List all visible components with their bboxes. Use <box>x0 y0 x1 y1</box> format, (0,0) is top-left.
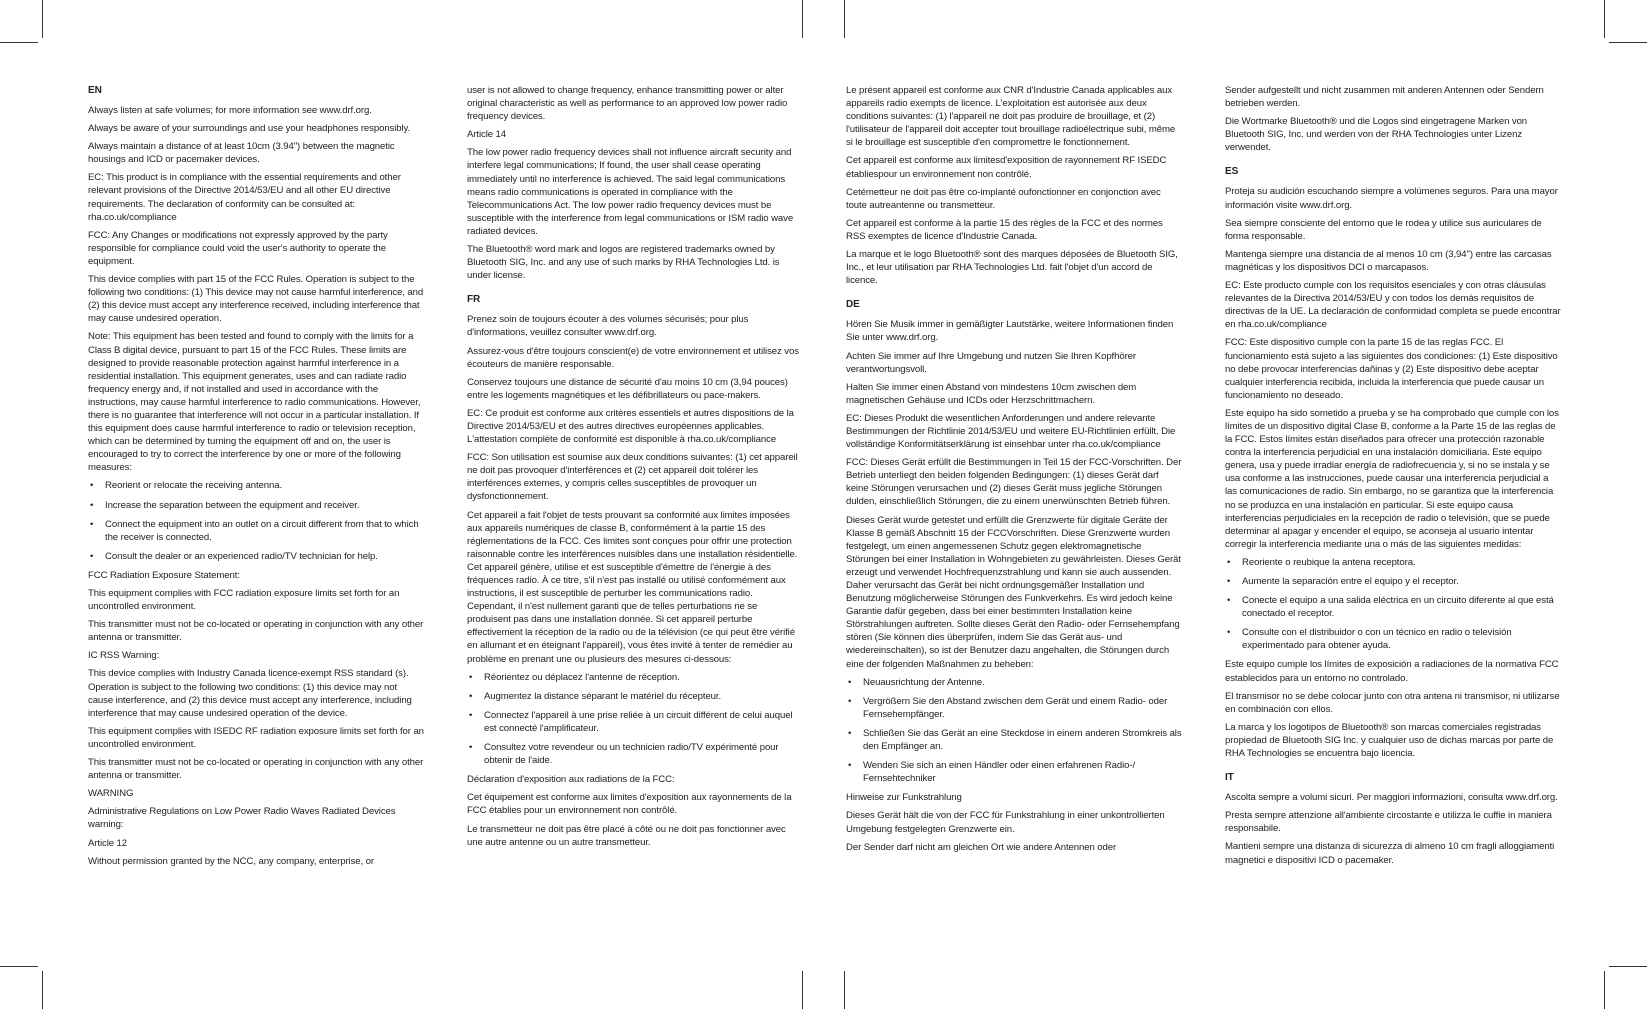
bullet-list <box>1225 556 1561 653</box>
paragraph: Always maintain a distance of at least 10cm (3.94") between the magnetic housings and ICD or pacemaker devices. <box>88 141 395 166</box>
bullet-list <box>846 676 1182 786</box>
paragraph: Prenez soin de toujours écouter à des volumes sécurisés; pour plus d'informations, veuillez consulter www.drf.org. <box>467 314 749 339</box>
paragraph: Note: This equipment has been tested and found to comply with the limits for a Class B digital device, pursuant to part 15 of the FCC Rules. These limits are designed to provide reasonable protection against harmful interference in a residential installation. This equipment generates, uses and can radiate radio frequency energy and, if not installed and used in accordance with the instructions, may cause harmful interference to radio communications. However, there is no guarantee that interference will not occur in a particular installation. If this equipment does cause harmful interference to radio or television reception, which can be determined by turning the equipment off and on, the user is encouraged to try to correct the interference by one or more of the following measures: <box>88 331 421 474</box>
section-heading: IT <box>1225 772 1234 784</box>
list-item: • Réorientez ou déplacez l'antenne de réception. <box>467 671 803 684</box>
section-heading: ES <box>1225 166 1239 178</box>
paragraph: Mantieni sempre una distanza di sicurezza di almeno 10 cm fragli alloggiamenti magnetici e dispositivi ICD o pacemaker. <box>1225 841 1555 866</box>
list-item: • Conecte el equipo a una salida eléctrica en un circuito diferente al que está conectado el receptor. <box>1225 594 1561 620</box>
paragraph: Sea siempre consciente del entorno que le rodea y utilice sus auriculares de forma responsable. <box>1225 217 1542 242</box>
list-item: • Neuausrichtung der Antenne. <box>846 676 1182 689</box>
paragraph: Cet appareil est conforme à la partie 15 des règles de la FCC et des normes RSS exemptes de licence d'Industrie Canada. <box>846 217 1163 242</box>
paragraph: The low power radio frequency devices shall not influence aircraft security and interfere legal communications; If found, the user shall cease operating immediately until no interference is achieved. The said legal communications means radio communications is operated in compliance with the Telecommunications Act. The low power radio frequency devices must be susceptible with the interference from legal communications or ISM radio wave radiated devices. <box>467 147 794 237</box>
list-item: • Connectez l'appareil à une prise reliée à un circuit différent de celui auquel est connecté l'amplificateur. <box>467 709 803 735</box>
paragraph: Le transmetteur ne doit pas être placé à côté ou ne doit pas fonctionner avec une autre antenne ou un autre transmetteur. <box>467 823 786 848</box>
list-item: • Consultez votre revendeur ou un technicien radio/TV expérimenté pour obtenir de l'aide. <box>467 741 803 767</box>
list-item: • Connect the equipment into an outlet on a circuit different from that to which the receiver is connected. <box>88 518 424 544</box>
list-item: • Schließen Sie das Gerät an eine Steckdose in einem anderen Stromkreis als den Empfänger an. <box>846 727 1182 753</box>
paragraph: Le présent appareil est conforme aux CNR d'Industrie Canada applicables aux appareils radio exempts de licence. L'exploitation est autorisée aux deux conditions suivantes: (1) l'appareil ne doit pas produire de brouillage, et (2) l'utilisateur de l'appareil doit accepter tout brouillage radioélectrique subi, même si le brouillage est susceptible d'en compromettre le fonctionnement. <box>846 85 1176 149</box>
paragraph: Without permission granted by the NCC, any company, enterprise, or <box>88 855 374 867</box>
paragraph: Dieses Gerät hält die von der FCC für Funkstrahlung in einer unkontrollierten Umgebung festgelegten Grenzwerte ein. <box>846 810 1165 835</box>
paragraph: Halten Sie immer einen Abstand von mindestens 10cm zwischen dem magnetischen Gehäuse und ICDs oder Herzschrittmachern. <box>846 381 1137 406</box>
paragraph: This device complies with part 15 of the FCC Rules. Operation is subject to the following two conditions: (1) This device may not cause harmful interference, and (2) this device must accept any interference received, including interference that may cause undesired operation. <box>88 274 424 325</box>
section-heading: EN <box>88 85 102 96</box>
paragraph: FCC: Dieses Gerät erfüllt die Bestimmungen in Teil 15 der FCC-Vorschriften. Der Betrieb unterliegt den beiden folgenden Bedingungen: (1) dieses Gerät darf keine Störungen verursachen und (2) dieses Gerät muss jegliche Störungen dulden, einschließlich Störungen, die zu einem unerwünschten Betrieb führen. <box>846 457 1182 508</box>
fold-mark <box>802 971 803 1009</box>
crop-mark <box>1609 42 1647 43</box>
list-item: • Reoriente o reubique la antena receptora. <box>1225 556 1561 569</box>
paragraph: Sender aufgestellt und nicht zusammen mit anderen Antennen oder Sendern betrieben werden. <box>1225 85 1544 110</box>
bullet-list <box>88 479 424 562</box>
crop-mark <box>42 0 43 38</box>
paragraph: IC RSS Warning: <box>88 650 160 662</box>
paragraph: Cet appareil a fait l'objet de tests prouvant sa conformité aux limites imposées aux appareils numériques de classe B, conformément à la partie 15 des réglementations de la FCC. Ces limites sont conçues pour offrir une protection raisonnable contre les interférences nuisibles dans une installation résidentielle. Cet appareil génère, utilise et est susceptible d'émettre de l'énergie à des fréquences radio. À ce titre, s'il n'est pas installé ou utilisé conformément aux instructions, il est susceptible de perturber les communications radio. Cependant, il n'est nullement garanti que de telles perturbations ne se produisent pas dans une installation donnée. Si cet appareil perturbe effectivement la réception de la radio ou de la télévision (ce qui peut être vérifié en allumant et en éteignant l'appareil), vous êtes invité à tenter de remédier au problème en prenant une ou plusieurs des mesures ci-dessous: <box>467 509 798 665</box>
paragraph: Always be aware of your surroundings and use your headphones responsibly. <box>88 123 411 135</box>
paragraph: Presta sempre attenzione all'ambiente circostante e utilizza le cuffie in maniera responsabile. <box>1225 810 1552 835</box>
paragraph: Cet équipement est conforme aux limites d'exposition aux rayonnements de la FCC établies pour un environnement non contrôlé. <box>467 792 792 817</box>
section-heading: DE <box>846 299 860 311</box>
crop-mark <box>1609 966 1647 967</box>
fold-mark <box>802 0 803 38</box>
paragraph: Cetémetteur ne doit pas être co-implanté oufonctionner en conjonction avec toute autreantenne ou transmetteur. <box>846 186 1161 211</box>
crop-mark <box>1604 971 1605 1009</box>
paragraph: EC: Dieses Produkt die wesentlichen Anforderungen und andere relevante Bestimmungen der Richtlinie 2014/53/EU und weitere EU-Richtlinien erfüllt. Die vollständige Konformitätserklärung ist einsehbar unter rha.co.uk/compliance <box>846 412 1176 451</box>
paragraph: FCC: Any Changes or modifications not expressly approved by the party responsible for compliance could void the user's authority to operate the equipment. <box>88 229 388 267</box>
paragraph: Administrative Regulations on Low Power Radio Waves Radiated Devices warning: <box>88 806 396 831</box>
paragraph: Dieses Gerät wurde getestet und erfüllt die Grenzwerte für digitale Geräte der Klasse B gemäß Abschnitt 15 der FCCVorschriften. Diese Grenzwerte wurden festgelegt, um einen angemessenen Schutz gegen elektromagnetische Störungen bei einer Installation in Wohngebieten zu gewährleisten. Dieses Gerät erzeugt und verwendet Hochfrequenzstrahlung und kann sie auch aussenden. Daher verursacht das Gerät bei nicht ordnungsgemäßer Installation und Benutzung möglicherweise Störungen des Funkverkehrs. Es wird jedoch keine Garantie dafür gegeben, dass bei einer bestimmten Installation keine Störstrahlungen auftreten. Sollte dieses Gerät den Radio- oder Fernsehempfang stören (Sie können dies überprüfen, indem Sie das Gerät aus- und wiedereinschalten), so ist der Benutzer dazu angehalten, die Störungen durch eine der folgenden Maßnahmen zu beheben: <box>846 514 1181 670</box>
list-item: • Consulte con el distribuidor o con un técnico en radio o televisión experimentado para obtener ayuda. <box>1225 626 1561 652</box>
section-heading: FR <box>467 294 481 306</box>
paragraph: This device complies with Industry Canada licence-exempt RSS standard (s). Operation is subject to the following two conditions: (1) this device may not cause interference, and (2) this device must accept any interference, including interference that may cause undesired operation of the device. <box>88 668 412 719</box>
list-item: • Wenden Sie sich an einen Händler oder einen erfahrenen Radio-/ Fernsehtechniker <box>846 759 1182 785</box>
paragraph: La marca y los logotipos de Bluetooth® son marcas comerciales registradas propiedad de Bluetooth SIG Inc. y cualquier uso de dichas marcas por parte de RHA Technologies se encuentra bajo licencia. <box>1225 721 1554 760</box>
paragraph: FCC: Este dispositivo cumple con la parte 15 de las reglas FCC. El funcionamiento está sujeto a las siguientes dos condiciones: (1) Este dispositivo no debe provocar interferencias dañinas y (2) Este dispositivo debe aceptar cualquier interferencia recibida, incluida la interferencia que puede causar un funcionamiento no deseado. <box>1225 337 1558 401</box>
paragraph: This transmitter must not be co-located or operating in conjunction with any other antenna or transmitter. <box>88 619 424 644</box>
paragraph: WARNING <box>88 788 134 800</box>
paragraph: Este equipo cumple los límites de exposición a radiaciones de la normativa FCC establecidos para un entorno no controlado. <box>1225 659 1559 684</box>
crop-mark <box>1604 0 1605 38</box>
paragraph: FCC: Son utilisation est soumise aux deux conditions suivantes: (1) cet appareil ne doit pas provoquer d'interférences et (2) cet appareil doit tolérer les interférences externes, y compris celles susceptibles de provoquer un dysfonctionnement. <box>467 452 798 503</box>
crop-mark <box>0 966 38 967</box>
paragraph: Cet appareil est conforme aux limitesd'exposition de rayonnement RF ISEDC établiespour un environnement non contrôlé. <box>846 155 1167 180</box>
fold-mark <box>844 0 845 38</box>
paragraph: Este equipo ha sido sometido a prueba y se ha comprobado que cumple con los límites de un dispositivo digital Clase B, conforme a la Parte 15 de las reglas de la FCC. Estos límites están diseñados para ofrecer una protección razonable contra la interferencia perjudicial en una instalación domiciliaria. Este equipo genera, usa y puede irradiar energía de radiofrecuencia y, si no se instala y se usa conforme a las instrucciones, puede causar una interferencia perjudicial a las comunicaciones de radio. Sin embargo, no se garantiza que la interferencia no se produzca en una instalación en particular. Si este equipo causa interferencias perjudiciales en la recepción de radio o televisión, que se puede determinar al apagar y encender el equipo, se aconseja al usuario intentar corregir la interferencia mediante una o más de las siguientes medidas: <box>1225 407 1559 550</box>
column-fr-de <box>846 84 1182 859</box>
paragraph: Article 12 <box>88 837 127 849</box>
paragraph: Assurez-vous d'être toujours conscient(e) de votre environnement et utilisez vos écouteurs de manière responsable. <box>467 345 799 370</box>
paragraph: FCC Radiation Exposure Statement: <box>88 569 240 581</box>
paragraph: EC: Ce produit est conforme aux critères essentiels et autres dispositions de la Directive 2014/53/EU et des autres directives européennes applicables. L'attestation complète de conformité est disponible à rha.co.uk/compliance <box>467 407 794 446</box>
crop-mark <box>0 42 38 43</box>
list-item: • Vergrößern Sie den Abstand zwischen dem Gerät und einem Radio- oder Fernsehempfänger. <box>846 695 1182 721</box>
crop-mark <box>42 971 43 1009</box>
paragraph: La marque et le logo Bluetooth® sont des marques déposées de Bluetooth SIG, Inc., et leur utilisation par RHA Technologies Ltd. fait l'objet d'un accord de licence. <box>846 249 1178 287</box>
paragraph: EC: This product is in compliance with the essential requirements and other relevant provisions of the Directive 2014/53/EU and all other EU directive requirements. The declaration of conformity can be consulted at: rha.co.uk/compliance <box>88 172 401 223</box>
list-item: • Consult the dealer or an experienced radio/TV technician for help. <box>88 550 424 563</box>
paragraph: This transmitter must not be co-located or operating in conjunction with any other antenna or transmitter. <box>88 757 424 782</box>
paragraph: The Bluetooth® word mark and logos are registered trademarks owned by Bluetooth SIG, Inc. and any use of such marks by RHA Technologies Ltd. is under license. <box>467 244 780 282</box>
column-en-fr <box>467 84 803 854</box>
paragraph: Hören Sie Musik immer in gemäßigter Lautstärke, weitere Informationen finden Sie unter www.drf.org. <box>846 319 1174 344</box>
paragraph: Mantenga siempre una distancia de al menos 10 cm (3,94") entre las carcasas magnéticas y los dispositivos DCI o marcapasos. <box>1225 248 1552 273</box>
column-en <box>88 84 424 873</box>
paragraph: This equipment complies with FCC radiation exposure limits set forth for an uncontrolled environment. <box>88 588 400 613</box>
column-de-es-it <box>1225 84 1561 872</box>
paragraph: Ascolta sempre a volumi sicuri. Per maggiori informazioni, consulta www.drf.org. <box>1225 792 1558 804</box>
paragraph: Hinweise zur Funkstrahlung <box>846 792 962 804</box>
paragraph: Proteja su audición escuchando siempre a volúmenes seguros. Para una mayor información visite www.drf.org. <box>1225 186 1558 211</box>
paragraph: Achten Sie immer auf Ihre Umgebung und nutzen Sie Ihren Kopfhörer verantwortungsvoll. <box>846 350 1137 375</box>
paragraph: Die Wortmarke Bluetooth® und die Logos sind eingetragene Marken von Bluetooth SIG, Inc. und werden von der RHA Technologies unter Lizenz verwendet. <box>1225 116 1528 154</box>
paragraph: Conservez toujours une distance de sécurité d'au moins 10 cm (3,94 pouces) entre les logements magnétiques et les défibrillateurs ou pace-makers. <box>467 376 788 401</box>
list-item: • Increase the separation between the equipment and receiver. <box>88 499 424 512</box>
paragraph: This equipment complies with ISEDC RF radiation exposure limits set forth for an uncontrolled environment. <box>88 725 424 750</box>
list-item: • Aumente la separación entre el equipo y el receptor. <box>1225 575 1561 588</box>
paragraph: Always listen at safe volumes; for more information see www.drf.org. <box>88 105 372 116</box>
list-item: • Reorient or relocate the receiving antenna. <box>88 479 424 492</box>
fold-mark <box>844 971 845 1009</box>
paragraph: Déclaration d'exposition aux radiations de la FCC: <box>467 774 675 786</box>
paragraph: Der Sender darf nicht am gleichen Ort wie andere Antennen oder <box>846 841 1117 853</box>
paragraph: El transmisor no se debe colocar junto con otra antena ni transmisor, ni utilizarse en combinación con ellos. <box>1225 690 1560 715</box>
paragraph: Article 14 <box>467 129 506 141</box>
list-item: • Augmentez la distance séparant le matériel du récepteur. <box>467 690 803 703</box>
bullet-list <box>467 671 803 768</box>
paragraph: EC: Este producto cumple con los requisitos esenciales y con otras cláusulas relevantes de la Directiva 2014/53/EU y con todos los demás requisitos de directivas de la UE. La declaración de conformidad completa se puede encontrar en rha.co.uk/compliance <box>1225 280 1561 331</box>
paragraph: user is not allowed to change frequency, enhance transmitting power or alter original characteristic as well as performance to an approved low power radio frequency devices. <box>467 85 788 123</box>
